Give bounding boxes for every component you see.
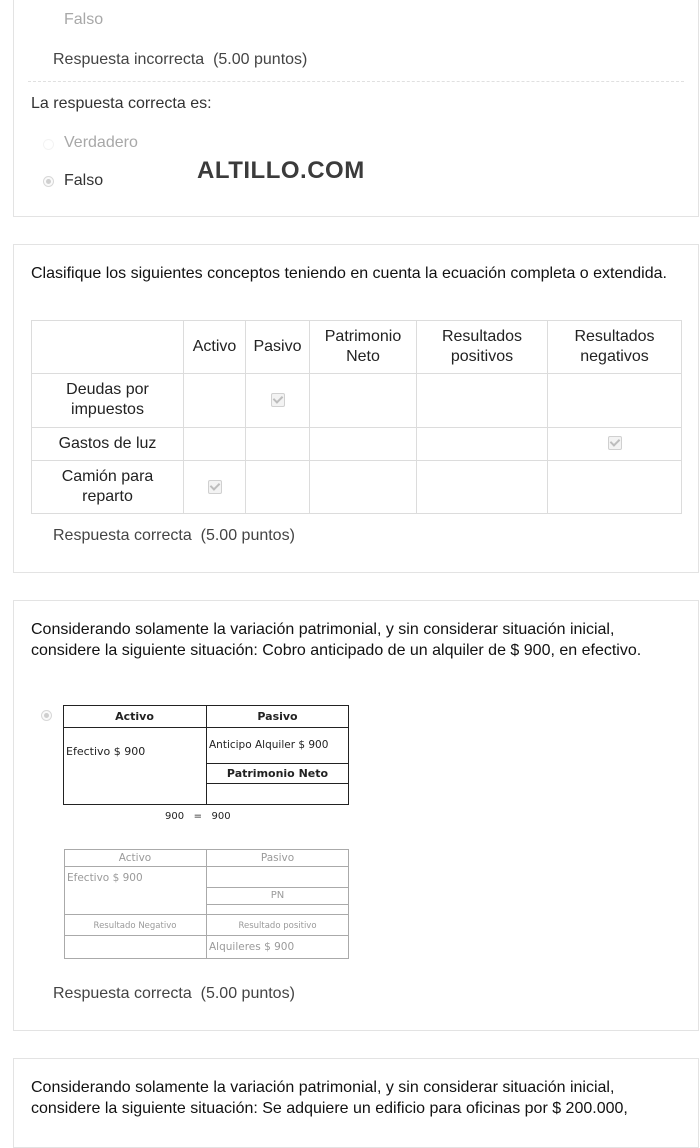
table-header-resultados-negativos: Resultados negativos — [548, 321, 682, 374]
classification-table — [31, 320, 682, 514]
t-account-line — [64, 935, 349, 936]
t-account-header-line — [64, 866, 349, 867]
t-account-pn-top-line — [206, 763, 349, 764]
radio-verdadero — [43, 139, 54, 150]
t-activo-label: Activo — [115, 710, 154, 723]
cell[interactable] — [184, 427, 246, 460]
checkbox-checked[interactable] — [608, 436, 622, 450]
t-account-line — [206, 887, 349, 888]
question-card-1 — [13, 0, 699, 217]
t2-pasivo-label: Pasivo — [260, 852, 295, 864]
table-row — [32, 374, 682, 427]
cell[interactable] — [310, 374, 417, 427]
divider — [28, 81, 684, 82]
t-pn-label: Patrimonio Neto — [226, 767, 329, 780]
feedback-text: Respuesta incorrecta (5.00 puntos) — [53, 51, 308, 68]
t2-pn-label: PN — [270, 890, 285, 901]
cell[interactable] — [417, 427, 548, 460]
question-text: Considerando solamente la variación patrimonial, y sin considerar situación inicial, considere la siguiente situación: Cobro anticipado de un alquiler de $ 900, en efectivo. — [31, 621, 642, 659]
cell[interactable] — [310, 460, 417, 513]
option-falso-label: Falso — [64, 172, 104, 189]
table-header-patrimonio-neto: Patrimonio Neto — [310, 321, 417, 374]
cell[interactable] — [548, 460, 682, 513]
radio-falso — [43, 176, 54, 187]
option-false-label-top: Falso — [64, 11, 104, 28]
checkbox-checked[interactable] — [271, 393, 285, 407]
question-card-2 — [13, 244, 699, 573]
t-account-header-line — [63, 727, 349, 728]
cell[interactable] — [548, 427, 682, 460]
table-header-activo: Activo — [184, 321, 246, 374]
equation-text: 900 = 900 — [165, 811, 231, 822]
cell[interactable] — [246, 374, 310, 427]
t2-res-neg-label: Resultado Negativo — [93, 921, 177, 931]
cell[interactable] — [246, 460, 310, 513]
checkbox-checked[interactable] — [208, 480, 222, 494]
feedback-text: Respuesta correcta (5.00 puntos) — [53, 527, 295, 544]
row-label: Gastos de luz — [32, 427, 184, 460]
table-header-empty — [32, 321, 184, 374]
row-label: Deudas por impuestos — [32, 374, 184, 427]
feedback-text: Respuesta correcta (5.00 puntos) — [53, 985, 295, 1002]
table-row — [32, 427, 682, 460]
cell[interactable] — [184, 374, 246, 427]
t-pasivo-label: Pasivo — [257, 710, 298, 723]
cell[interactable] — [184, 460, 246, 513]
question-text: Clasifique los siguientes conceptos teniendo en cuenta la ecuación completa o extendida. — [31, 265, 667, 282]
t-account-line — [206, 904, 349, 905]
t2-activo-label: Activo — [118, 852, 152, 864]
cell[interactable] — [548, 374, 682, 427]
option-verdadero-label: Verdadero — [64, 134, 138, 151]
cell[interactable] — [246, 427, 310, 460]
t-account-correct — [64, 849, 349, 959]
question-text: Considerando solamente la variación patrimonial, y sin considerar situación inicial, considere la siguiente situación: Se adquiere un edificio para oficinas por $ 200.000, — [31, 1079, 628, 1117]
t-account-line — [64, 914, 349, 915]
watermark: ALTILLO.COM — [197, 157, 365, 184]
correct-answer-heading: La respuesta correcta es: — [31, 95, 212, 112]
radio-selected[interactable] — [41, 710, 52, 721]
t2-efectivo-entry: Efectivo $ 900 — [67, 872, 143, 884]
cell[interactable] — [417, 460, 548, 513]
t-efectivo-entry: Efectivo $ 900 — [66, 745, 146, 758]
cell[interactable] — [310, 427, 417, 460]
table-header-resultados-positivos: Resultados positivos — [417, 321, 548, 374]
t-account-answer — [63, 705, 349, 805]
cell[interactable] — [417, 374, 548, 427]
table-header-pasivo: Pasivo — [246, 321, 310, 374]
question-card-3 — [13, 600, 699, 1031]
t-anticipo-entry: Anticipo Alquiler $ 900 — [209, 739, 329, 751]
t2-alquileres-entry: Alquileres $ 900 — [209, 941, 295, 953]
row-label: Camión para reparto — [32, 460, 184, 513]
t2-res-pos-label: Resultado positivo — [238, 921, 317, 931]
t-account-pn-bottom-line — [206, 783, 349, 784]
table-row — [32, 460, 682, 513]
